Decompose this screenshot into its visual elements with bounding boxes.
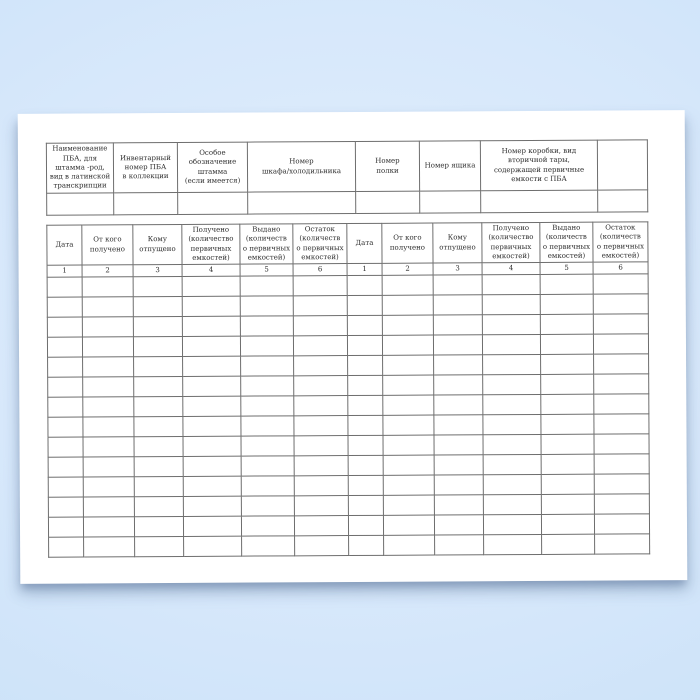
- log-empty-cell: [240, 316, 293, 336]
- log-empty-cell: [434, 495, 483, 515]
- column-number-cell: 4: [182, 264, 240, 277]
- log-empty-cell: [241, 496, 294, 516]
- log-empty-cell: [241, 456, 294, 476]
- log-empty-cell: [594, 494, 649, 514]
- log-empty-cell: [83, 417, 134, 437]
- log-empty-cell: [383, 495, 434, 515]
- log-empty-cell: [541, 514, 594, 534]
- log-empty-cell: [383, 355, 434, 375]
- log-empty-cell: [240, 276, 293, 296]
- log-empty-cell: [347, 276, 382, 296]
- log-empty-cell: [482, 295, 540, 315]
- log-empty-cell: [83, 477, 134, 497]
- column-number-cell: 2: [382, 263, 433, 276]
- log-header-cell: Получено (количество первичных емкостей): [182, 224, 240, 264]
- log-empty-cell: [48, 497, 83, 517]
- log-empty-cell: [241, 416, 294, 436]
- log-empty-cell: [182, 296, 240, 316]
- log-empty-cell: [541, 434, 594, 454]
- log-empty-cell: [433, 335, 482, 355]
- log-empty-cell: [383, 455, 434, 475]
- log-empty-cell: [84, 537, 135, 557]
- column-number-cell: 4: [482, 262, 540, 275]
- storage-header-cell: Особое обозначение штамма (если имеется): [177, 142, 247, 192]
- log-empty-cell: [383, 435, 434, 455]
- log-empty-cell: [433, 295, 482, 315]
- log-empty-cell: [348, 356, 383, 376]
- storage-header-cell: Инвентарный номер ПБА в коллекции: [113, 142, 177, 192]
- log-empty-cell: [47, 277, 82, 297]
- log-empty-cell: [134, 437, 183, 457]
- log-empty-cell: [134, 457, 183, 477]
- log-empty-cell: [383, 375, 434, 395]
- log-empty-cell: [483, 515, 541, 535]
- log-header-cell: Получено (количество первичных емкостей): [482, 222, 540, 262]
- log-empty-cell: [593, 334, 648, 354]
- log-empty-cell: [183, 376, 241, 396]
- log-empty-cell: [540, 334, 593, 354]
- log-empty-cell: [83, 517, 134, 537]
- log-header-cell: От кого получено: [382, 223, 433, 263]
- log-empty-cell: [383, 415, 434, 435]
- log-empty-cell: [48, 437, 83, 457]
- log-empty-cell: [433, 275, 482, 295]
- log-empty-cell: [293, 316, 347, 336]
- storage-header-cell: Наименование ПБА, для штамма -род, вид в латинской транскрипции: [46, 143, 113, 193]
- storage-header-row: [46, 140, 647, 193]
- log-empty-cell: [348, 396, 383, 416]
- storage-entry-cell: [481, 190, 598, 213]
- log-empty-cell: [593, 294, 648, 314]
- log-empty-cell: [435, 535, 484, 555]
- log-empty-cell: [593, 274, 648, 294]
- log-empty-cell: [182, 316, 240, 336]
- log-empty-cell: [382, 275, 433, 295]
- log-empty-row: [49, 534, 650, 557]
- storage-entry-cell: [178, 192, 248, 214]
- log-header-cell: Остаток (количеств о первичных емкостей): [293, 224, 347, 264]
- log-empty-cell: [134, 477, 183, 497]
- log-empty-cell: [240, 296, 293, 316]
- log-empty-cell: [540, 314, 593, 334]
- log-empty-cell: [383, 395, 434, 415]
- log-empty-cell: [134, 497, 183, 517]
- log-empty-cell: [294, 476, 348, 496]
- log-empty-cell: [134, 377, 183, 397]
- page-content: [46, 139, 649, 558]
- log-empty-cell: [347, 296, 382, 316]
- log-empty-cell: [82, 337, 133, 357]
- log-header-cell: Остаток (количеств о первичных емкостей): [593, 222, 648, 262]
- log-empty-cell: [382, 295, 433, 315]
- log-empty-cell: [349, 536, 384, 556]
- log-empty-cell: [594, 394, 649, 414]
- log-empty-cell: [594, 414, 649, 434]
- log-empty-cell: [48, 457, 83, 477]
- log-empty-cell: [594, 454, 649, 474]
- log-empty-cell: [483, 435, 541, 455]
- document-page: [18, 110, 688, 584]
- log-empty-cell: [134, 357, 183, 377]
- log-empty-cell: [183, 396, 241, 416]
- log-empty-cell: [133, 337, 182, 357]
- log-empty-cell: [348, 436, 383, 456]
- log-empty-cell: [540, 294, 593, 314]
- log-empty-cell: [48, 477, 83, 497]
- log-empty-cell: [593, 314, 648, 334]
- log-empty-cell: [48, 417, 83, 437]
- column-number-cell: 3: [433, 263, 482, 276]
- log-empty-cell: [49, 537, 84, 557]
- log-empty-cell: [483, 455, 541, 475]
- log-empty-cell: [183, 496, 241, 516]
- log-empty-cell: [541, 474, 594, 494]
- log-empty-cell: [48, 357, 83, 377]
- log-empty-cell: [434, 355, 483, 375]
- storage-header-cell: Номер коробки, вид вторичной тары, содержащей первичные емкости с ПБА: [480, 140, 597, 191]
- log-empty-cell: [134, 397, 183, 417]
- log-header-cell: От кого получено: [82, 225, 133, 265]
- log-empty-cell: [242, 536, 295, 556]
- log-empty-cell: [240, 336, 293, 356]
- log-empty-cell: [295, 536, 349, 556]
- log-empty-cell: [183, 476, 241, 496]
- storage-header-cell: Номер шкафа/холодильника: [247, 141, 355, 192]
- log-empty-cell: [541, 454, 594, 474]
- column-number-cell: 6: [293, 264, 347, 277]
- storage-entry-cell: [356, 191, 420, 213]
- log-empty-cell: [183, 416, 241, 436]
- log-empty-cell: [82, 297, 133, 317]
- log-empty-cell: [83, 377, 134, 397]
- log-empty-cell: [133, 297, 182, 317]
- column-number-cell: 2: [82, 265, 133, 278]
- log-header-cell: Кому отпущено: [433, 223, 482, 263]
- log-empty-cell: [594, 514, 649, 534]
- log-empty-cell: [347, 336, 382, 356]
- log-empty-cell: [542, 534, 595, 554]
- log-empty-cell: [482, 335, 540, 355]
- log-empty-cell: [241, 436, 294, 456]
- log-empty-cell: [294, 496, 348, 516]
- log-empty-cell: [294, 456, 348, 476]
- log-empty-cell: [294, 416, 348, 436]
- log-empty-cell: [293, 336, 347, 356]
- log-empty-cell: [82, 317, 133, 337]
- log-empty-cell: [183, 436, 241, 456]
- storage-entry-row: [47, 190, 648, 215]
- log-empty-cell: [594, 354, 649, 374]
- log-empty-cell: [83, 497, 134, 517]
- log-empty-cell: [347, 316, 382, 336]
- log-header-cell: Кому отпущено: [133, 224, 182, 264]
- log-empty-cell: [540, 274, 593, 294]
- log-empty-cell: [541, 394, 594, 414]
- storage-location-table: [46, 139, 648, 215]
- log-empty-cell: [482, 315, 540, 335]
- log-empty-cell: [434, 415, 483, 435]
- log-empty-cell: [348, 376, 383, 396]
- log-empty-cell: [294, 436, 348, 456]
- log-empty-cell: [48, 517, 83, 537]
- log-empty-cell: [348, 496, 383, 516]
- log-empty-cell: [384, 535, 435, 555]
- log-empty-cell: [182, 336, 240, 356]
- log-empty-cell: [47, 317, 82, 337]
- log-empty-cell: [48, 397, 83, 417]
- log-empty-cell: [83, 357, 134, 377]
- log-empty-cell: [133, 317, 182, 337]
- log-header-cell: Выдано (количеств о первичных емкостей): [540, 222, 593, 262]
- log-empty-cell: [382, 315, 433, 335]
- log-empty-cell: [348, 416, 383, 436]
- log-empty-cell: [293, 296, 347, 316]
- log-empty-cell: [183, 356, 241, 376]
- log-empty-cell: [541, 414, 594, 434]
- log-empty-cell: [133, 277, 182, 297]
- log-empty-cell: [483, 415, 541, 435]
- movement-log-table: [46, 221, 650, 558]
- column-number-cell: 1: [347, 263, 382, 275]
- log-empty-cell: [594, 374, 649, 394]
- log-empty-cell: [241, 516, 294, 536]
- log-empty-cell: [434, 475, 483, 495]
- log-empty-cell: [482, 275, 540, 295]
- log-empty-cell: [348, 516, 383, 536]
- log-empty-cell: [541, 374, 594, 394]
- log-empty-cell: [48, 377, 83, 397]
- log-empty-cell: [134, 417, 183, 437]
- log-header-cell: Дата: [47, 225, 82, 265]
- storage-entry-cell: [114, 192, 178, 214]
- log-empty-cell: [184, 536, 242, 556]
- storage-entry-cell: [598, 190, 648, 212]
- log-empty-cell: [434, 395, 483, 415]
- storage-entry-cell: [47, 193, 114, 215]
- log-empty-cell: [241, 356, 294, 376]
- log-empty-cell: [47, 337, 82, 357]
- log-empty-cell: [293, 276, 347, 296]
- log-empty-cell: [484, 535, 542, 555]
- log-empty-cell: [434, 515, 483, 535]
- column-number-cell: 1: [47, 265, 82, 277]
- log-empty-cell: [183, 456, 241, 476]
- log-empty-cell: [483, 475, 541, 495]
- log-empty-rows: [47, 274, 650, 557]
- log-empty-cell: [382, 335, 433, 355]
- log-empty-cell: [483, 395, 541, 415]
- storage-entry-cell: [420, 191, 481, 213]
- storage-entry-cell: [248, 191, 356, 214]
- column-number-cell: 5: [240, 264, 293, 277]
- log-empty-cell: [434, 435, 483, 455]
- log-empty-cell: [182, 276, 240, 296]
- log-empty-cell: [134, 517, 183, 537]
- log-empty-cell: [47, 297, 82, 317]
- log-empty-cell: [595, 534, 650, 554]
- log-empty-cell: [135, 537, 184, 557]
- log-empty-cell: [241, 476, 294, 496]
- log-header-row: [47, 222, 648, 265]
- log-empty-cell: [383, 515, 434, 535]
- storage-header-cell-blank: [597, 140, 647, 190]
- log-empty-cell: [83, 457, 134, 477]
- log-empty-cell: [83, 437, 134, 457]
- log-empty-cell: [294, 376, 348, 396]
- log-empty-cell: [348, 456, 383, 476]
- log-empty-cell: [241, 376, 294, 396]
- log-empty-cell: [483, 355, 541, 375]
- log-empty-cell: [383, 475, 434, 495]
- log-empty-cell: [83, 397, 134, 417]
- log-empty-cell: [294, 396, 348, 416]
- log-empty-cell: [348, 476, 383, 496]
- log-empty-cell: [294, 516, 348, 536]
- log-empty-cell: [294, 356, 348, 376]
- column-number-cell: 6: [593, 262, 648, 275]
- storage-header-cell: Номер полки: [355, 141, 419, 191]
- log-empty-cell: [541, 494, 594, 514]
- log-empty-cell: [433, 315, 482, 335]
- log-empty-cell: [82, 277, 133, 297]
- log-empty-cell: [434, 375, 483, 395]
- log-empty-cell: [483, 375, 541, 395]
- log-empty-cell: [241, 396, 294, 416]
- log-empty-cell: [183, 516, 241, 536]
- column-number-cell: 5: [540, 262, 593, 275]
- column-number-cell: 3: [133, 264, 182, 277]
- log-empty-cell: [434, 455, 483, 475]
- log-empty-cell: [594, 474, 649, 494]
- log-header-cell: Выдано (количеств о первичных емкостей): [240, 224, 293, 264]
- log-empty-cell: [483, 495, 541, 515]
- log-header-cell: Дата: [347, 223, 382, 263]
- storage-header-cell: Номер ящика: [419, 141, 480, 191]
- log-empty-cell: [541, 354, 594, 374]
- log-empty-cell: [594, 434, 649, 454]
